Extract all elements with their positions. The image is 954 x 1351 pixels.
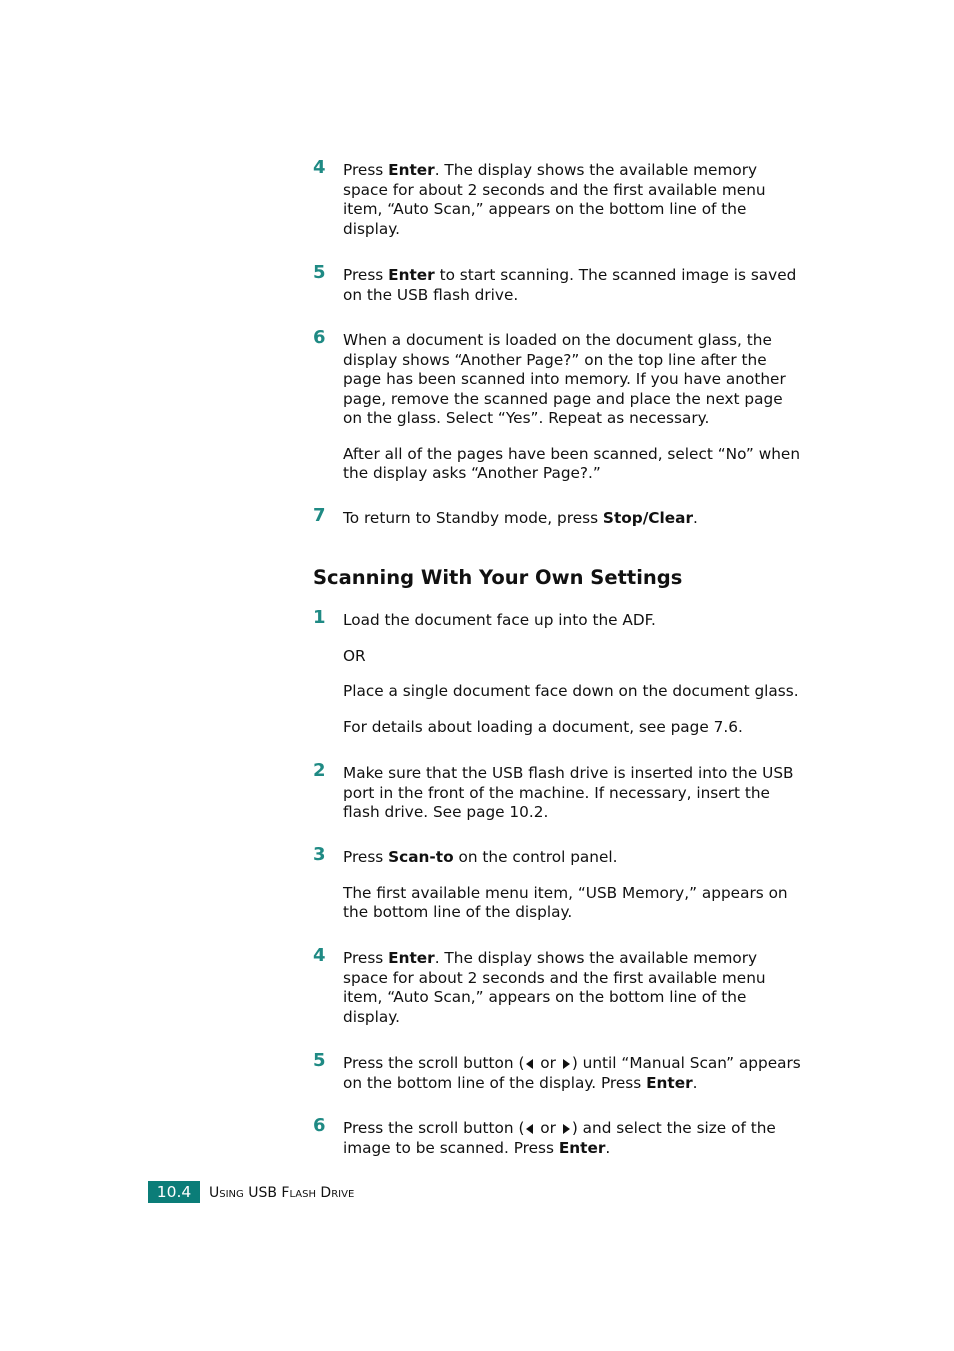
step-number: 4 bbox=[313, 157, 326, 178]
step-number: 6 bbox=[313, 327, 326, 348]
step-6-b bbox=[313, 1115, 803, 1158]
step-alt: Place a single document face down on the document glass. bbox=[343, 682, 799, 700]
section-heading: Scanning With Your Own Settings bbox=[313, 566, 683, 589]
step-number: 2 bbox=[313, 760, 326, 781]
step-5-b bbox=[313, 1050, 803, 1093]
step-3-b bbox=[313, 844, 803, 923]
scroll-right-icon bbox=[563, 1124, 570, 1134]
step-note: After all of the pages have been scanned, select “No” when the display asks “Another Page?.” bbox=[343, 444, 801, 482]
step-6-a bbox=[313, 327, 803, 484]
step-text: To return to Standby mode, press Stop/Clear. bbox=[343, 509, 698, 527]
step-number: 4 bbox=[313, 945, 326, 966]
step-text: Press Scan-to on the control panel. bbox=[343, 848, 618, 866]
scroll-left-icon bbox=[526, 1059, 533, 1069]
chapter-title: Using USB Flash Drive bbox=[209, 1185, 355, 1201]
step-text: Press Enter. The display shows the available memory space for about 2 seconds and the first available menu item, “Auto Scan,” appears on the bottom line of the display. bbox=[343, 161, 766, 238]
step-2-b bbox=[313, 760, 803, 823]
step-number: 7 bbox=[313, 505, 326, 526]
step-note: For details about loading a document, see page 7.6. bbox=[343, 717, 743, 736]
step-text: Load the document face up into the ADF. bbox=[343, 611, 656, 629]
step-number: 5 bbox=[313, 262, 326, 283]
step-7-a bbox=[313, 505, 803, 529]
scroll-right-icon bbox=[563, 1059, 570, 1069]
step-text: Make sure that the USB flash drive is inserted into the USB port in the front of the machine. If necessary, insert the flash drive. See page 10.2. bbox=[343, 764, 794, 821]
step-text: Press Enter to start scanning. The scanned image is saved on the USB flash drive. bbox=[343, 266, 797, 304]
page-number: 10.4 bbox=[148, 1181, 200, 1203]
step-text: Press the scroll button ( or ) and select the size of the image to be scanned. Press Enter. bbox=[343, 1119, 776, 1157]
step-number: 1 bbox=[313, 607, 326, 628]
scroll-left-icon bbox=[526, 1124, 533, 1134]
step-text: Press Enter. The display shows the available memory space for about 2 seconds and the first available menu item, “Auto Scan,” appears on the bottom line of the display. bbox=[343, 949, 766, 1026]
step-5-a bbox=[313, 262, 803, 305]
step-4-a bbox=[313, 157, 803, 239]
step-number: 3 bbox=[313, 844, 326, 865]
step-1-b bbox=[313, 607, 803, 737]
step-number: 6 bbox=[313, 1115, 326, 1136]
step-number: 5 bbox=[313, 1050, 326, 1071]
step-text: When a document is loaded on the document glass, the display shows “Another Page?” on the top line after the page has been scanned into memory. If you have another page, remove the scanned page and place the next page on the glass. Select “Yes”. Repeat as necessary. bbox=[343, 331, 786, 427]
step-note: The first available menu item, “USB Memory,” appears on the bottom line of the display. bbox=[343, 883, 788, 921]
step-4-b bbox=[313, 945, 803, 1027]
step-text: Press the scroll button ( or ) until “Manual Scan” appears on the bottom line of the display. Press Enter. bbox=[343, 1054, 801, 1092]
step-or: OR bbox=[343, 646, 366, 665]
